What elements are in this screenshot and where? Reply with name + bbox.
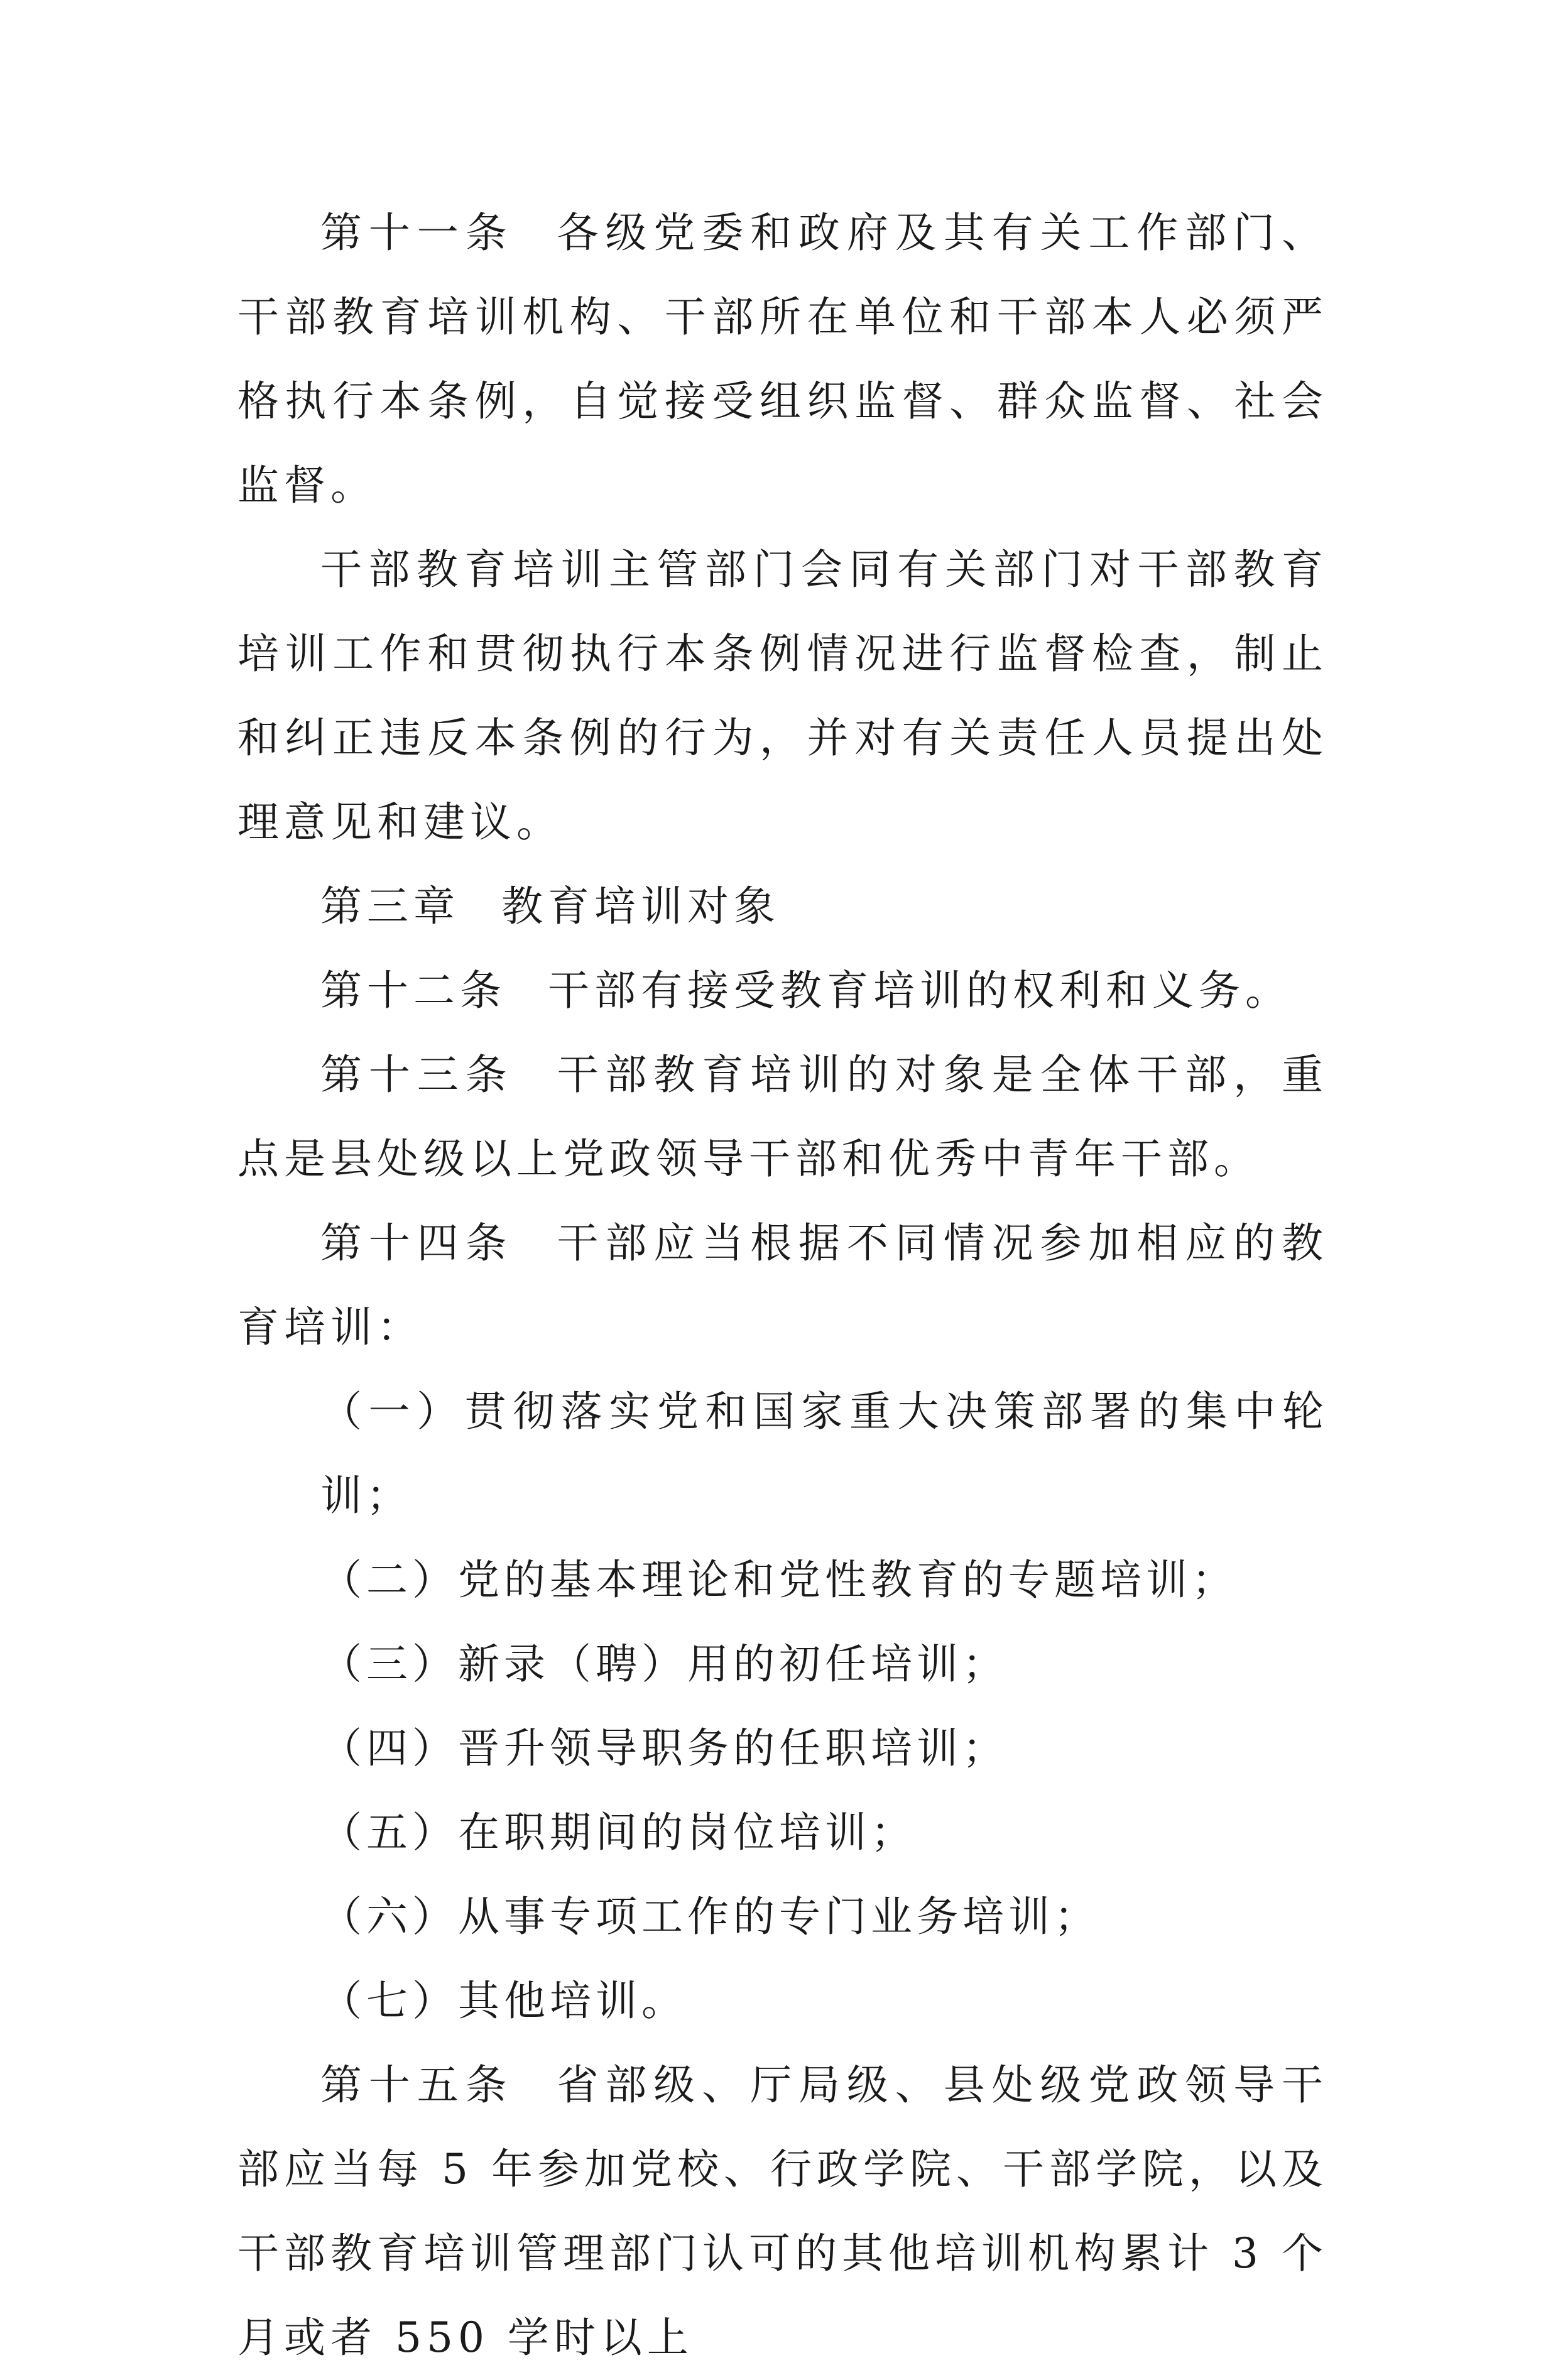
chapter-3-heading (237, 865, 1328, 949)
article-12-heading: 第十二条 (320, 966, 506, 1015)
article-15-text: 省部级、厅局级、县处级党政领导干部应当每 5 年参加党校、行政学院、干部学院，以及干部教育培训管理部门认可的其他培训机构累计 3 个月或者 550 学时以上 (237, 2061, 1329, 2362)
article-12-paragraph (237, 949, 1328, 1033)
article-14-text: 干部应当根据不同情况参加相应的教育培训： (237, 1219, 1329, 1351)
article-13-paragraph (237, 1033, 1328, 1201)
list-item: （一）贯彻落实党和国家重大决策部署的集中轮训； (320, 1387, 1328, 1520)
list-item: （四）晋升领导职务的任职培训； (320, 1724, 1008, 1772)
article-14-heading: 第十四条 (320, 1219, 514, 1267)
list-item: （三）新录（聘）用的初任培训； (320, 1640, 1008, 1688)
article-15-heading: 第十五条 (320, 2061, 514, 2109)
list-item: （五）在职期间的岗位培训； (320, 1808, 917, 1857)
article-14-paragraph (237, 1201, 1328, 1370)
article-11-second-paragraph: 干部教育培训主管部门会同有关部门对干部教育培训工作和贯彻执行本条例情况进行监督检查，制止和纠正违反本条例的行为，并对有关责任人员提出处理意见和建议。 (237, 545, 1328, 846)
article-11-text: 各级党委和政府及其有关工作部门、干部教育培训机构、干部所在单位和干部本人必须严格执行本条例，自觉接受组织监督、群众监督、社会监督。 (237, 209, 1329, 510)
list-item: （七）其他培训。 (320, 1977, 687, 2025)
article-13-heading: 第十三条 (320, 1051, 514, 1099)
chapter-3-title: 教育培训对象 (501, 882, 780, 931)
article-15-paragraph (237, 2043, 1328, 2380)
article-11-heading: 第十一条 (320, 209, 514, 257)
list-item: （六）从事专项工作的专门业务培训； (320, 1892, 1100, 1941)
article-11-paragraph (237, 191, 1328, 528)
document-body (237, 191, 1328, 2380)
article-13-text: 干部教育培训的对象是全体干部，重点是县处级以上党政领导干部和优秀中青年干部。 (237, 1051, 1329, 1183)
chapter-3-number: 第三章 (320, 882, 460, 931)
list-item: （二）党的基本理论和党性教育的专题培训； (320, 1556, 1238, 1604)
article-12-text: 干部有接受教育培训的权利和义务。 (548, 966, 1292, 1015)
